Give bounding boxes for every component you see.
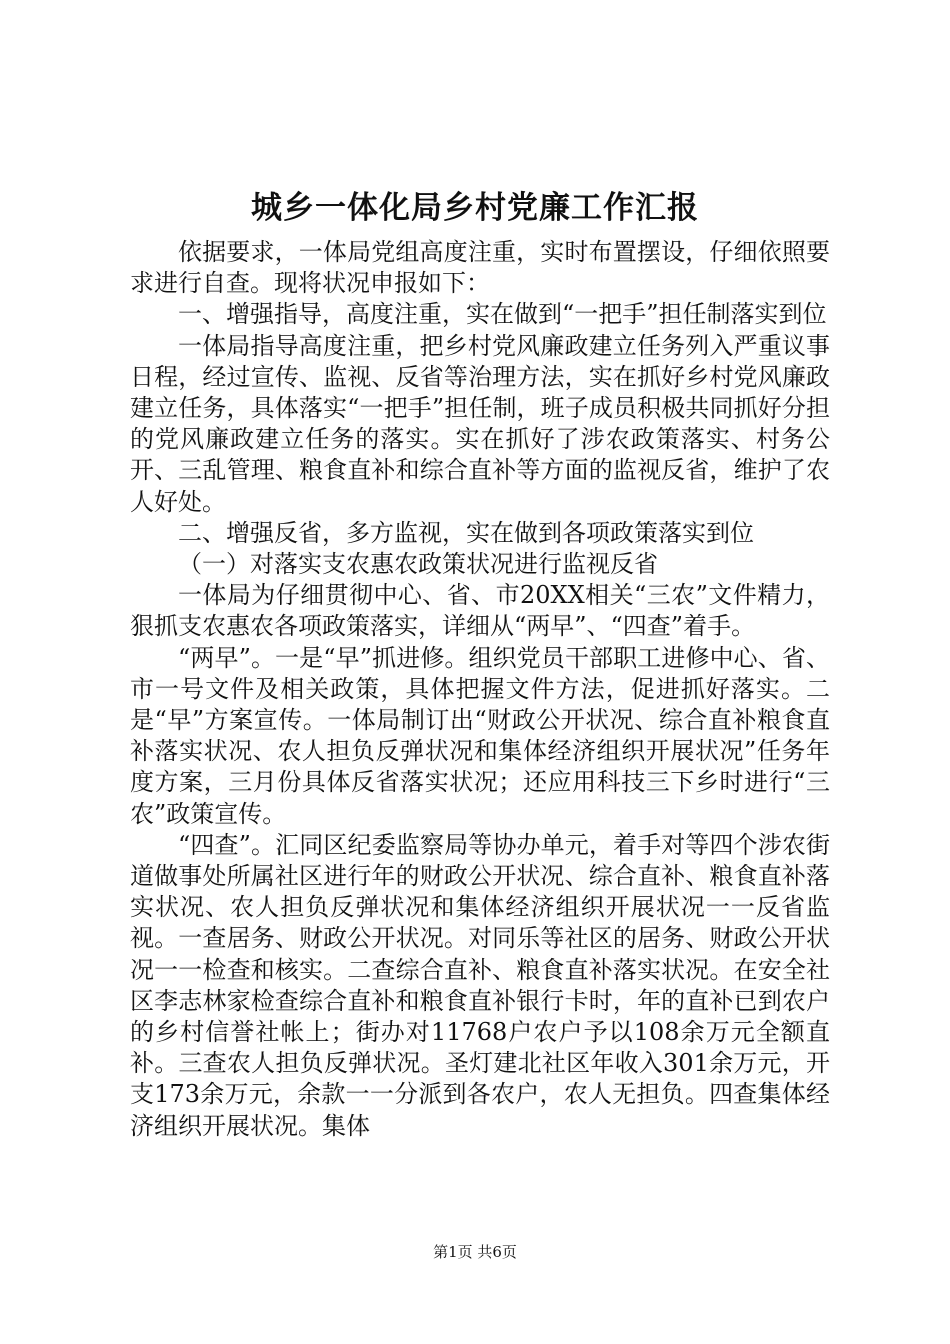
paragraph-intro: 依据要求，一体局党组高度注重，实时布置摆设，仔细依照要求进行自查。现将状况申报如下：	[130, 238, 830, 298]
subsection-heading-1: （一）对落实支农惠农政策状况进行监视反省	[178, 550, 658, 579]
section-heading-1: 一、增强指导，高度注重，实在做到“一把手”担任制落实到位	[178, 300, 827, 329]
document-body	[130, 237, 830, 1142]
paragraph-leadership: 一体局指导高度注重，把乡村党风廉政建立任务列入严重议事日程，经过宣传、监视、反省等治理方法，实在抓好乡村党风廉政建立任务，具体落实“一把手”担任制，班子成员积极共同抓好分担的党风廉政建立任务的落实。实在抓好了涉农政策落实、村务公开、三乱管理、粮食直补和综合直补等方面的监视反省，维护了农人好处。	[130, 331, 830, 516]
paragraph-four-checks: “四查”。汇同区纪委监察局等协办单元，着手对等四个涉农街道做事处所属社区进行年的财政公开状况、综合直补、粮食直补落实状况、农人担负反弹状况和集体经济组织开展状况一一反省监视。一查居务、财政公开状况。对同乐等社区的居务、财政公开状况一一检查和核实。二查综合直补、粮食直补落实状况。在安全社区李志林家检查综合直补和粮食直补银行卡时，年的直补已到农户的乡村信誉社帐上；街办对11768户农户予以108余万元全额直补。三查农人担负反弹状况。圣灯建北社区年收入301余万元，开支173余万元，余款一一分派到各农户，农人无担负。四查集体经济组织开展状况。集体	[130, 830, 830, 1140]
section-heading-2: 二、增强反省，多方监视，实在做到各项政策落实到位	[178, 518, 754, 547]
page-footer: 第1页 共6页	[433, 1243, 517, 1261]
document-title: 城乡一体化局乡村党廉工作汇报	[251, 190, 699, 226]
paragraph-two-early: “两早”。一是“早”抓进修。组织党员干部职工进修中心、省、市一号文件及相关政策，具体把握文件方法，促进抓好落实。二是“早”方案宣传。一体局制订出“财政公开状况、综合直补粮食直补落实状况、农人担负反弹状况和集体经济组织开展状况”任务年度方案，三月份具体反省落实状况；还应用科技三下乡时进行“三农”政策宣传。	[130, 643, 830, 828]
paragraph-policy: 一体局为仔细贯彻中心、省、市20XX相关“三农”文件精力，狠抓支农惠农各项政策落实，详细从“两早”、“四查”着手。	[130, 581, 830, 641]
